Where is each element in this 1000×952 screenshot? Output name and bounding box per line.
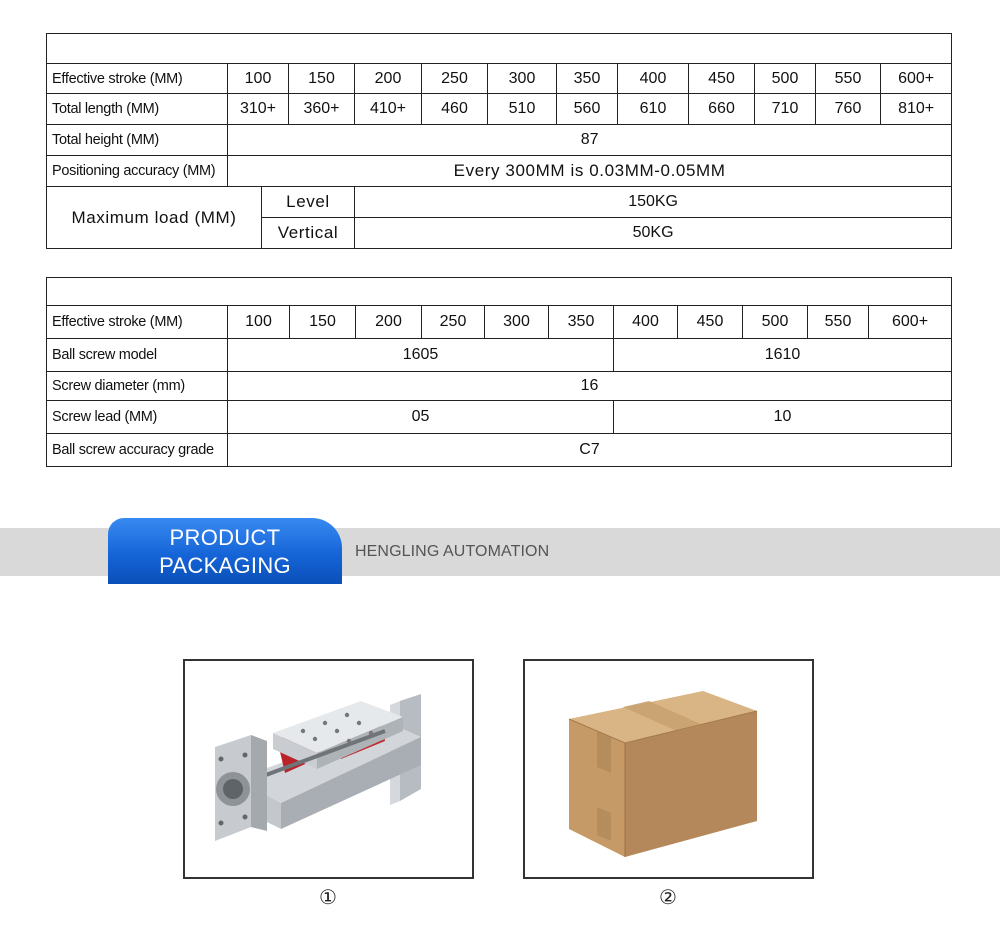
stroke-cell: 150 bbox=[290, 306, 356, 339]
product-photo bbox=[183, 659, 474, 879]
height-label: Total height (MM) bbox=[47, 125, 228, 156]
stroke-cell: 350 bbox=[549, 306, 614, 339]
table-row bbox=[47, 339, 952, 372]
table-row bbox=[47, 306, 952, 339]
load-vertical-label: Vertical bbox=[262, 218, 355, 249]
stroke-cell: 600+ bbox=[869, 306, 952, 339]
spec-table-ball-screw bbox=[46, 277, 952, 467]
grade-label: Ball screw accuracy grade bbox=[47, 434, 228, 467]
table-row bbox=[47, 94, 952, 125]
stroke-cell: 200 bbox=[356, 306, 422, 339]
spec-table-dimensions bbox=[46, 33, 952, 249]
stroke-cell: 550 bbox=[808, 306, 869, 339]
load-vertical-value: 50KG bbox=[355, 218, 952, 249]
model-label: Ball screw model bbox=[47, 339, 228, 372]
load-label: Maximum load (MM) bbox=[47, 187, 262, 249]
table-row bbox=[47, 434, 952, 467]
model-value-b: 1610 bbox=[614, 339, 952, 372]
stroke-label: Effective stroke (MM) bbox=[47, 306, 228, 339]
stroke-cell: 100 bbox=[228, 306, 290, 339]
load-level-value: 150KG bbox=[355, 187, 952, 218]
accuracy-value: Every 300MM is 0.03MM-0.05MM bbox=[228, 156, 952, 187]
height-value: 87 bbox=[228, 125, 952, 156]
table-row bbox=[47, 187, 952, 218]
stroke-cell: 500 bbox=[755, 64, 816, 94]
load-level-label: Level bbox=[262, 187, 355, 218]
section-tag bbox=[108, 518, 342, 584]
linear-module-illustration bbox=[185, 661, 472, 877]
diameter-value: 16 bbox=[228, 372, 952, 401]
lead-value-a: 05 bbox=[228, 401, 614, 434]
packaging-photo bbox=[523, 659, 814, 879]
stroke-cell: 300 bbox=[488, 64, 557, 94]
stroke-cell: 150 bbox=[289, 64, 355, 94]
length-label: Total length (MM) bbox=[47, 94, 228, 125]
length-cell: 810+ bbox=[881, 94, 952, 125]
table-header-row bbox=[47, 34, 952, 64]
product-caption: ① bbox=[319, 887, 337, 909]
length-cell: 360+ bbox=[289, 94, 355, 125]
stroke-cell: 250 bbox=[422, 306, 485, 339]
stroke-label: Effective stroke (MM) bbox=[47, 64, 228, 94]
section-tag-line2: PACKAGING bbox=[159, 553, 291, 578]
grade-value: C7 bbox=[228, 434, 952, 467]
stroke-cell: 600+ bbox=[881, 64, 952, 94]
table-row bbox=[47, 125, 952, 156]
length-cell: 460 bbox=[422, 94, 488, 125]
stroke-cell: 250 bbox=[422, 64, 488, 94]
section-tag-line1: PRODUCT bbox=[169, 525, 281, 550]
company-name: HENGLING AUTOMATION bbox=[355, 543, 550, 560]
stroke-cell: 450 bbox=[678, 306, 743, 339]
diameter-label: Screw diameter (mm) bbox=[47, 372, 228, 401]
stroke-cell: 550 bbox=[816, 64, 881, 94]
lead-value-b: 10 bbox=[614, 401, 952, 434]
table-header-row bbox=[47, 278, 952, 306]
table-row bbox=[47, 372, 952, 401]
table-row bbox=[47, 64, 952, 94]
model-value-a: 1605 bbox=[228, 339, 614, 372]
lead-label: Screw lead (MM) bbox=[47, 401, 228, 434]
stroke-cell: 450 bbox=[689, 64, 755, 94]
length-cell: 310+ bbox=[228, 94, 289, 125]
length-cell: 510 bbox=[488, 94, 557, 125]
table-row bbox=[47, 401, 952, 434]
length-cell: 660 bbox=[689, 94, 755, 125]
packaging-caption: ② bbox=[659, 887, 677, 909]
length-cell: 410+ bbox=[355, 94, 422, 125]
stroke-cell: 400 bbox=[614, 306, 678, 339]
stroke-cell: 500 bbox=[743, 306, 808, 339]
stroke-cell: 300 bbox=[485, 306, 549, 339]
carton-box-illustration bbox=[525, 661, 812, 877]
stroke-cell: 350 bbox=[557, 64, 618, 94]
accuracy-label: Positioning accuracy (MM) bbox=[47, 156, 228, 187]
table-row bbox=[47, 156, 952, 187]
stroke-cell: 100 bbox=[228, 64, 289, 94]
length-cell: 760 bbox=[816, 94, 881, 125]
length-cell: 710 bbox=[755, 94, 816, 125]
length-cell: 610 bbox=[618, 94, 689, 125]
length-cell: 560 bbox=[557, 94, 618, 125]
stroke-cell: 200 bbox=[355, 64, 422, 94]
stroke-cell: 400 bbox=[618, 64, 689, 94]
